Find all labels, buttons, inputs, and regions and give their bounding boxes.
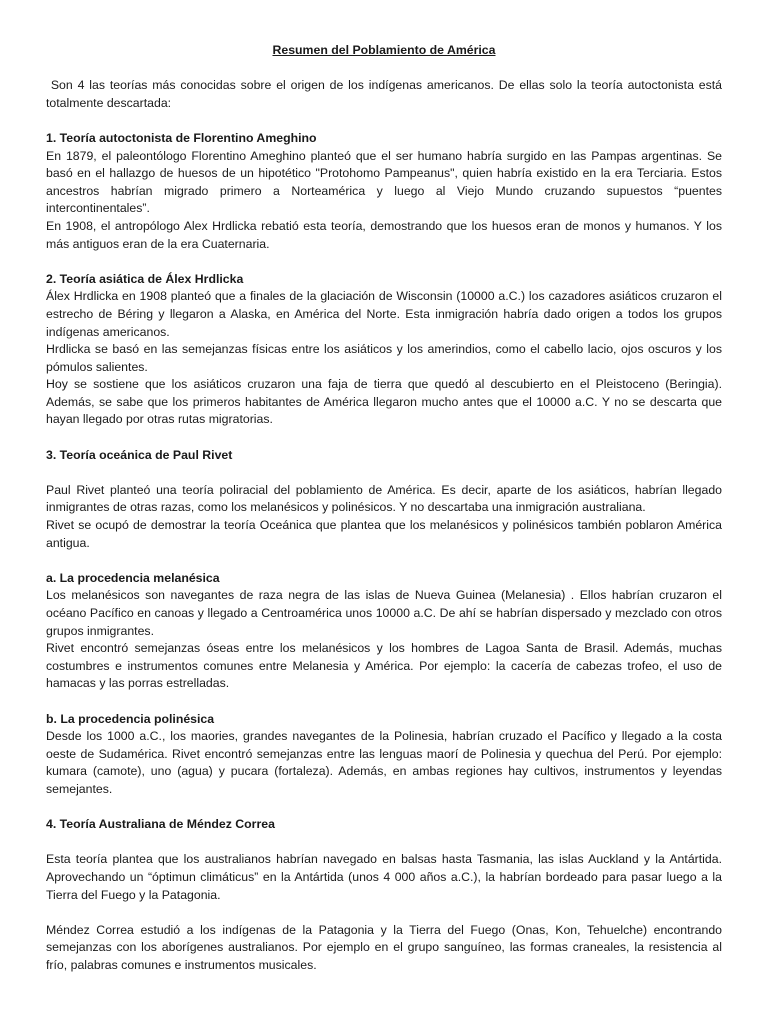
section-4-paragraph-1: Esta teoría plantea que los australianos habrían navegado en balsas hasta Tasmania, las islas Auckland y la Antártida. Aprovechando un “óptimun climáticus” en la Antártida (unos 4 000 años a.C.), la habrían bordeado para pasar luego a la Tierra del Fuego y la Patagonia.	[46, 852, 722, 902]
intro-text: Son 4 las teorías más conocidas sobre el origen de los indígenas americanos. De ellas solo la teoría autoctonista está totalmente descartada:	[46, 78, 723, 110]
section-1-paragraph-2: En 1908, el antropólogo Alex Hrdlicka rebatió esta teoría, demostrando que los huesos eran de monos y humanos. Y los más antiguos eran de la era Cuaternaria.	[46, 218, 722, 251]
document-title: Resumen del Poblamiento de América	[272, 43, 496, 57]
section-4-paragraph-2: Méndez Correa estudió a los indígenas de la Patagonia y la Tierra del Fuego (Onas, Kon, Tehuelche) encontrando semejanzas con los aborígenes australianos. Por ejemplo en el grupo sanguíneo, las formas craneales, la resistencia al frío, palabras comunes e instrumentos musicales.	[46, 922, 722, 972]
section-2-paragraph-2: Hrdlicka se basó en las semejanzas físicas entre los asiáticos y los amerindios, como el cabello lacio, ojos oscuros y los pómulos salientes.	[46, 342, 722, 374]
section-3-paragraph-2: Rivet se ocupó de demostrar la teoría Oceánica que plantea que los melanésicos y polinésicos también poblaron América antigua.	[46, 518, 722, 550]
section-1-heading: 1. Teoría autoctonista de Florentino Ameghino	[46, 130, 317, 145]
section-2-paragraph-1: Álex Hrdlicka en 1908 planteó que a finales de la glaciación de Wisconsin (10000 a.C.) los cazadores asiáticos cruzaron el estrecho de Béring y llegaron a Alaska, en América del Norte. Esta inmigración habría dado origen a todos los grupos indígenas americanos.	[46, 289, 722, 339]
section-a-heading: a. La procedencia melanésica	[46, 570, 220, 585]
document-page	[46, 42, 722, 974]
section-b-paragraph-1: Desde los 1000 a.C., los maories, grandes navegantes de la Polinesia, habrían cruzado el Pacífico y llegado a la costa oeste de Sudamérica. Rivet encontró semejanzas entre las lenguas maorí de Polinesia y quechua del Perú. Por ejemplo: kumara (camote), uno (agua) y pucara (fortaleza). Además, en ambas regiones hay cultivos, instrumentos y leyendas semejantes.	[46, 729, 722, 796]
section-3-heading: 3. Teoría oceánica de Paul Rivet	[46, 447, 233, 462]
section-1-paragraph-1: En 1879, el paleontólogo Florentino Ameghino planteó que el ser humano habría surgido en las Pampas argentinas. Se basó en el hallazgo de huesos de un hipotético "Protohomo Pampeanus", quien habría existido en la era Terciaria. Estos ancestros habrían migrado primero a Norteamérica y luego al Viejo Mundo cruzando supuestos “puentes intercontinentales”.	[46, 148, 722, 216]
section-3-paragraph-1: Paul Rivet planteó una teoría poliracial del poblamiento de América. Es decir, aparte de los asiáticos, habrían llegado inmigrantes de otras razas, como los melanésicos y polinésicos. Y no descartaba una inmigración australiana.	[46, 482, 722, 515]
section-4-heading: 4. Teoría Australiana de Méndez Correa	[46, 817, 275, 832]
section-2-paragraph-3: Hoy se sostiene que los asiáticos cruzaron una faja de tierra que quedó al descubierto en el Pleistoceno (Beringia). Además, se sabe que los primeros habitantes de América llegaron mucho antes que el 10000 a.C. Y no se descarta que hayan llegado por otras rutas migratorias.	[46, 377, 722, 427]
intro-paragraph	[46, 77, 722, 112]
section-b-heading: b. La procedencia polinésica	[46, 711, 215, 726]
section-a-paragraph-1: Los melanésicos son navegantes de raza negra de las islas de Nueva Guinea (Melanesia) . Ellos habrían cruzaron el océano Pacífico en canoas y llegado a Centroamérica unos 10000 a.C. De ahí se habrían dispersado y mezclado con otros grupos inmigrantes.	[46, 588, 722, 638]
section-a-paragraph-2: Rivet encontró semejanzas óseas entre los melanésicos y los hombres de Lagoa Santa de Brasil. Además, muchas costumbres e instrumentos comunes entre Melanesia y América. Por ejemplo: la cacería de cabezas trofeo, el uso de hamacas y las porras estrelladas.	[46, 641, 722, 691]
section-2-heading: 2. Teoría asiática de Álex Hrdlicka	[46, 271, 244, 286]
